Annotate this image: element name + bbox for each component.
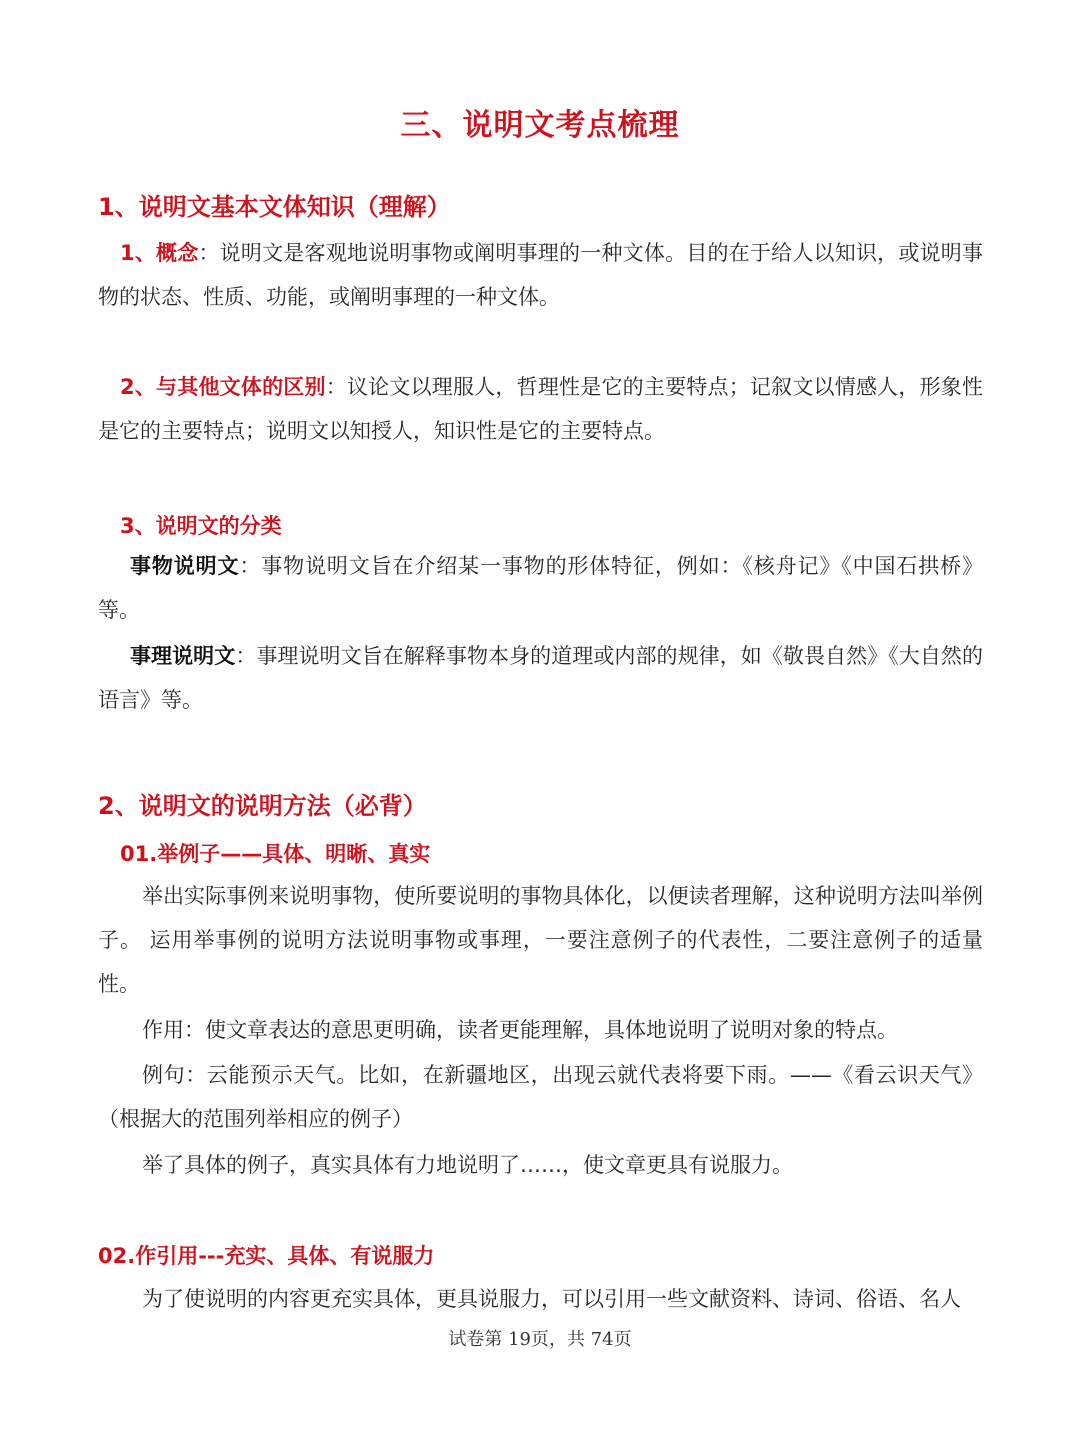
difference-label: 2、与其他文体的区别: [120, 375, 326, 399]
section1-heading: 1、说明文基本文体知识（理解）: [98, 193, 451, 221]
reason-label: 事理说明文: [130, 644, 236, 668]
reason-paragraph: [98, 634, 983, 722]
method2-paragraph-1: 为了使说明的内容更充实具体，更具说服力，可以引用一些文献资料、诗词、俗语、名人: [142, 1287, 961, 1311]
thing-text: 事物说明文旨在介绍某一事物的形体特征，例如：《核舟记》《中国石拱桥》等。: [98, 554, 984, 622]
thing-label: 事物说明文: [130, 554, 240, 578]
page-title: 三、说明文考点梳理: [400, 108, 680, 143]
concept-sep: ：: [198, 241, 220, 265]
difference-paragraph: [98, 365, 983, 453]
concept-paragraph: [98, 231, 983, 319]
classification-heading: 3、说明文的分类: [120, 514, 282, 538]
concept-text: 说明文是客观地说明事物或阐明事理的一种文体。目的在于给人以知识，或说明事物的状态、性质、功能，或阐明事理的一种文体。: [98, 241, 983, 309]
section2-heading: 2、说明文的说明方法（必背）: [98, 792, 427, 820]
thing-paragraph: [98, 544, 983, 632]
reason-sep: ：: [235, 644, 257, 668]
method1-heading: 01.举例子——具体、明晰、真实: [120, 842, 431, 866]
method2-heading: 02.作引用---充实、具体、有说服力: [98, 1244, 435, 1268]
difference-text: 议论文以理服人，哲理性是它的主要特点；记叙文以情感人，形象性是它的主要特点；说明文以知授人，知识性是它的主要特点。: [98, 375, 984, 443]
page-footer: 试卷第 19页，共 74页: [448, 1329, 632, 1350]
concept-label: 1、概念: [120, 241, 199, 265]
method1-paragraph-2: 作用：使文章表达的意思更明确，读者更能理解，具体地说明了说明对象的特点。: [142, 1018, 898, 1042]
method1-paragraph-3: 例句：云能预示天气。比如，在新疆地区，出现云就代表将要下雨。——《看云识天气》（根据大的范围列举相应的例子）: [98, 1063, 983, 1131]
method1-paragraph-1: 举出实际事例来说明事物，使所要说明的事物具体化，以便读者理解，这种说明方法叫举例子。 运用举事例的说明方法说明事物或事理，一要注意例子的代表性，二要注意例子的适量性。: [98, 884, 983, 996]
method1-paragraph-4: 举了具体的例子，真实具体有力地说明了……，使文章更具有说服力。: [142, 1153, 793, 1177]
reason-text: 事理说明文旨在解释事物本身的道理或内部的规律，如《敬畏自然》《大自然的语言》等。: [98, 644, 983, 712]
difference-sep: ：: [325, 375, 347, 399]
thing-sep: ：: [239, 554, 262, 578]
